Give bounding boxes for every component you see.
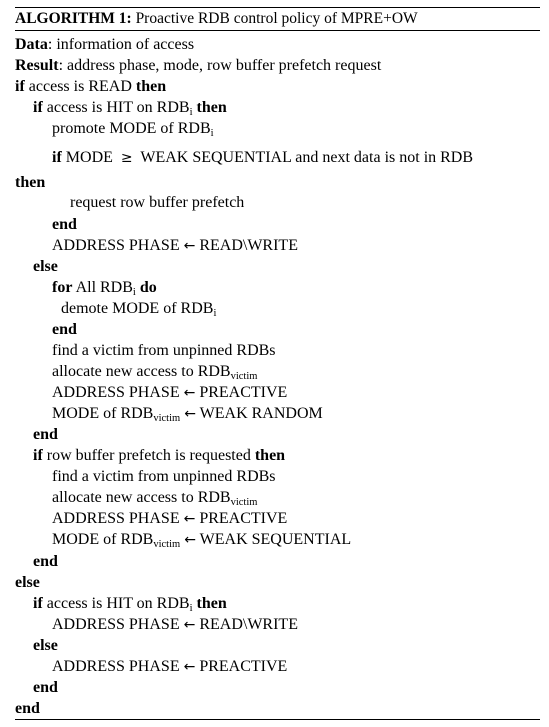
result-line: Result: address phase, mode, row buffer prefetch request [15, 57, 382, 74]
if-mode-line: if MODE ≥ WEAK SEQUENTIAL and next data is not in RDB [52, 149, 474, 166]
data-line: Data: information of access [15, 36, 195, 53]
else-line: else [15, 574, 40, 591]
promote-line: promote MODE of $RDB_i$ [52, 120, 214, 139]
if-hit-line: if access is HIT on $RDB_i$ then [33, 99, 227, 118]
if-prefetch-line: if row buffer prefetch is requested then [33, 447, 286, 464]
demote-line: demote MODE of $RDB_i$ [61, 300, 217, 319]
if-hit-line: if access is HIT on $RDB_i$ then [33, 595, 227, 614]
request-prefetch-line: request row buffer prefetch [70, 194, 245, 211]
left-arrow-icon: ← [184, 406, 196, 422]
address-phase-line: ADDRESS PHASE ← PREACTIVE [52, 658, 288, 675]
algorithm-title [15, 8, 540, 30]
left-arrow-icon: ← [183, 617, 196, 633]
end-line: end [33, 426, 58, 443]
left-arrow-icon: ← [183, 511, 196, 527]
address-phase-line: ADDRESS PHASE ← READ\WRITE [52, 616, 298, 633]
find-victim-line: find a victim from unpinned RDBs [52, 468, 276, 485]
end-line: end [33, 679, 58, 696]
left-arrow-icon: ← [183, 238, 196, 254]
left-arrow-icon: ← [183, 385, 196, 401]
address-phase-line: ADDRESS PHASE ← READ\WRITE [52, 237, 298, 254]
then-line: then [15, 174, 46, 191]
left-arrow-icon: ← [184, 532, 196, 548]
find-victim-line: find a victim from unpinned RDBs [52, 342, 276, 359]
allocate-line: allocate new access to $RDB_{victim}$ [52, 363, 258, 382]
algorithm-label: ALGORITHM 1: [15, 10, 132, 27]
address-phase-line: ADDRESS PHASE ← PREACTIVE [52, 384, 288, 401]
address-phase-line: ADDRESS PHASE ← PREACTIVE [52, 510, 288, 527]
end-line: end [15, 700, 40, 717]
algorithm-title-text: Proactive RDB control policy of MPRE+OW [135, 10, 418, 27]
end-line: end [52, 321, 77, 338]
algorithm-box [15, 7, 540, 31]
left-arrow-icon: ← [183, 659, 196, 675]
else-line: else [33, 637, 58, 654]
bottom-rule [15, 719, 540, 720]
greater-equal-symbol: ≥ [120, 150, 133, 166]
mode-assign-line: MODE of $RDB_{victim}$ ← WEAK SEQUENTIAL [52, 531, 352, 550]
end-line: end [33, 553, 58, 570]
title-rule [15, 30, 540, 31]
for-line: for All $RDB_i$ do [52, 279, 157, 298]
end-line: end [52, 216, 77, 233]
else-line: else [33, 258, 58, 275]
if-read-line: if access is READ then [15, 78, 167, 95]
mode-assign-line: MODE of $RDB_{victim}$ ← WEAK RANDOM [52, 405, 323, 424]
allocate-line: allocate new access to $RDB_{victim}$ [52, 489, 258, 508]
